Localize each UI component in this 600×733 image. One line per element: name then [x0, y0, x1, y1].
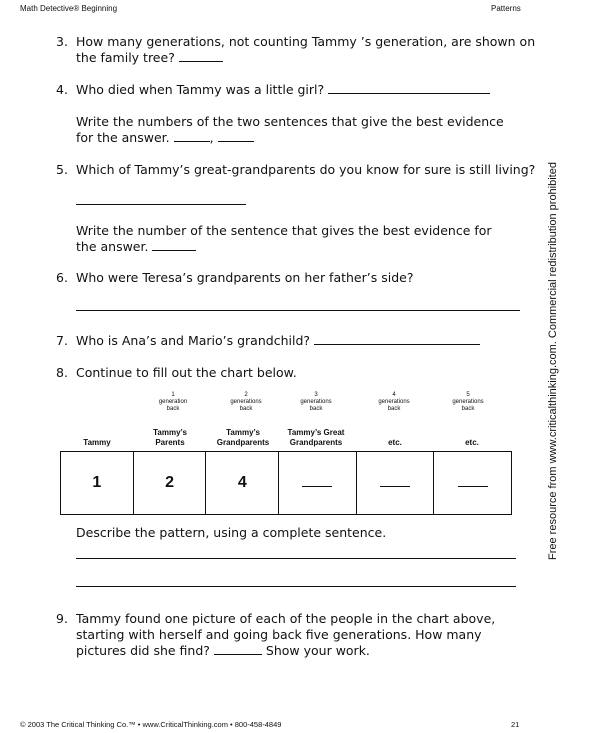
answer-blank[interactable] [328, 83, 490, 94]
question-text: Continue to fill out the chart below. [76, 365, 297, 380]
chart-generation-label: 5 generations back [452, 392, 484, 412]
chart-generation-label: 4 generations back [378, 392, 410, 412]
question-subtext: Write the numbers of the two sentences that give the best evidence for the answer. [76, 114, 504, 145]
question-text: Which of Tammy’s great-grandparents do you know for sure is still living? [76, 162, 536, 177]
question-number: 8. [56, 365, 68, 380]
answer-line[interactable] [76, 204, 246, 205]
question-5-evidence [76, 223, 516, 255]
chart-cell-blank[interactable] [279, 452, 357, 515]
chart-header-etc: etc. [388, 438, 402, 447]
footer-copyright: © 2003 The Critical Thinking Co.™ • www.CriticalThinking.com • 800-458-4849 [20, 720, 282, 729]
chart-cell: 1 [61, 452, 134, 515]
answer-blank[interactable] [314, 334, 480, 345]
answer-blank[interactable] [179, 51, 223, 62]
blank-separator: , [209, 130, 214, 145]
chart-cell: 2 [133, 452, 206, 515]
chart-generation-label: 3 generations back [300, 392, 332, 412]
chart-header-etc: etc. [465, 438, 479, 447]
chart-generation-label: 1 generation back [158, 392, 188, 412]
book-title: Math Detective® Beginning [20, 4, 118, 13]
answer-blank[interactable] [214, 644, 262, 655]
question-text: Who were Teresa’s grandparents on her father’s side? [76, 270, 414, 285]
chart-cell: 4 [206, 452, 279, 515]
question-text: Who is Ana’s and Mario’s grandchild? [76, 333, 311, 348]
answer-line[interactable] [76, 586, 516, 587]
chart-cell-blank[interactable] [434, 452, 512, 515]
question-text: Who died when Tammy was a little girl? [76, 82, 325, 97]
question-number: 6. [56, 270, 68, 285]
chart-header-parents: Tammy’s Parents [153, 428, 187, 447]
answer-blank[interactable] [152, 240, 196, 251]
chart-header-great-grandparents: Tammy’s Great Grandparents [287, 428, 345, 447]
answer-line[interactable] [76, 558, 516, 559]
question-subtext: Write the number of the sentence that gives the best evidence for the answer. [76, 223, 492, 254]
generations-chart [60, 451, 512, 515]
question-instruction: Show your work. [265, 643, 370, 658]
section-title: Patterns [491, 4, 521, 13]
chart-header-grandparents: Tammy’s Grandparents [216, 428, 270, 447]
answer-blank[interactable] [218, 131, 254, 142]
question-number: 9. [56, 611, 68, 626]
chart-cell-blank[interactable] [356, 452, 434, 515]
question-4-evidence [76, 114, 516, 146]
answer-blank[interactable] [174, 131, 210, 142]
question-text: How many generations, not counting Tammy ’s generation, are shown on the family tree? [76, 34, 536, 65]
question-number: 7. [56, 333, 68, 348]
describe-pattern-prompt: Describe the pattern, using a complete sentence. [76, 525, 387, 540]
chart-generation-label: 2 generations back [230, 392, 262, 412]
redistribution-notice: Free resource from www.criticalthinking.com. Commercial redistribution prohibited [547, 162, 559, 560]
question-number: 5. [56, 162, 68, 177]
question-text: Tammy found one picture of each of the people in the chart above, starting with herself and going back five generations. How many pictures did she find? [76, 611, 496, 658]
chart-header-tammy: Tammy [83, 438, 111, 447]
question-number: 4. [56, 82, 68, 97]
page-number: 21 [511, 720, 520, 729]
answer-line[interactable] [76, 310, 520, 311]
question-number: 3. [56, 34, 68, 49]
